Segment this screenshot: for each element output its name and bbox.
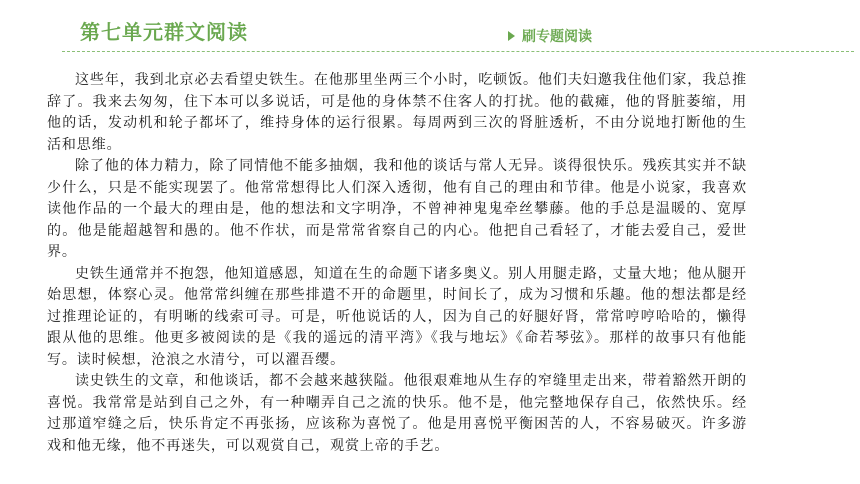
paragraph: 除了他的体力精力，除了同情他不能多抽烟，我和他的谈话与常人无异。谈得很快乐。残疾其实并不缺少什么，只是不能实现罢了。他常常想得比人们深入透彻，他有自己的理由和节律。他是小说家，我喜欢读他作品的一个最大的理由是，他的想法和文字明净，不曾神神鬼鬼牵丝攀藤。他的手总是温暖的、宽厚的。他是能超越智和愚的。他不作状，而是常常省察自己的内心。他把自己看轻了，才能去爱自己，爱世界。 <box>47 158 747 260</box>
paragraph: 读史铁生的文章，和他谈话，都不会越来越狭隘。他很艰难地从生存的窄缝里走出来，带着豁然开朗的喜悦。我常常是站到自己之外，有一种嘲弄自己之流的快乐。他不是，他完整地保存自己，依然快乐。经过那道窄缝之后，快乐肯定不再张扬，应该称为喜悦了。他是用喜悦平衡困苦的人，不容易破灭。许多游戏和他无缘，他不再迷失，可以观赏自己，观赏上帝的手艺。 <box>47 373 747 454</box>
play-triangle-icon <box>508 31 515 41</box>
paragraph: 这些年，我到北京必去看望史铁生。在他那里坐两三个小时，吃顿饭。他们夫妇邀我住他们家，我总推辞了。我来去匆匆，住下本可以多说话，可是他的身体禁不住客人的打扰。他的截瘫，他的肾脏萎缩，用他的话，发动机和轮子都坏了，维持身体的运行很累。每周两到三次的肾脏透析，不由分说地打断他的生活和思维。 <box>47 72 747 153</box>
section-link[interactable] <box>508 26 592 46</box>
unit-title: 第七单元群文阅读 <box>80 20 248 44</box>
section-link-label: 刷专题阅读 <box>522 29 592 45</box>
paragraph: 史铁生通常并不抱怨，他知道感恩，知道在生的命题下诸多奥义。别人用腿走路，丈量大地；他从腿开始思想，体察心灵。他常常纠缠在那些排遣不开的命题里，时间长了，成为习惯和乐趣。他的想法都是经过推理论证的，有明晰的线索可寻。可是，听他说话的人，因为自己的好腿好肾，常常哼哼哈哈的，懒得跟从他的思维。他更多被阅读的是《我的遥远的清平湾》《我与地坛》《命若琴弦》。那样的故事只有他能写。读时候想，沧浪之水清兮，可以濯吾缨。 <box>47 265 747 368</box>
page-header <box>0 0 860 52</box>
header-divider <box>62 51 854 52</box>
article-body <box>47 70 747 457</box>
